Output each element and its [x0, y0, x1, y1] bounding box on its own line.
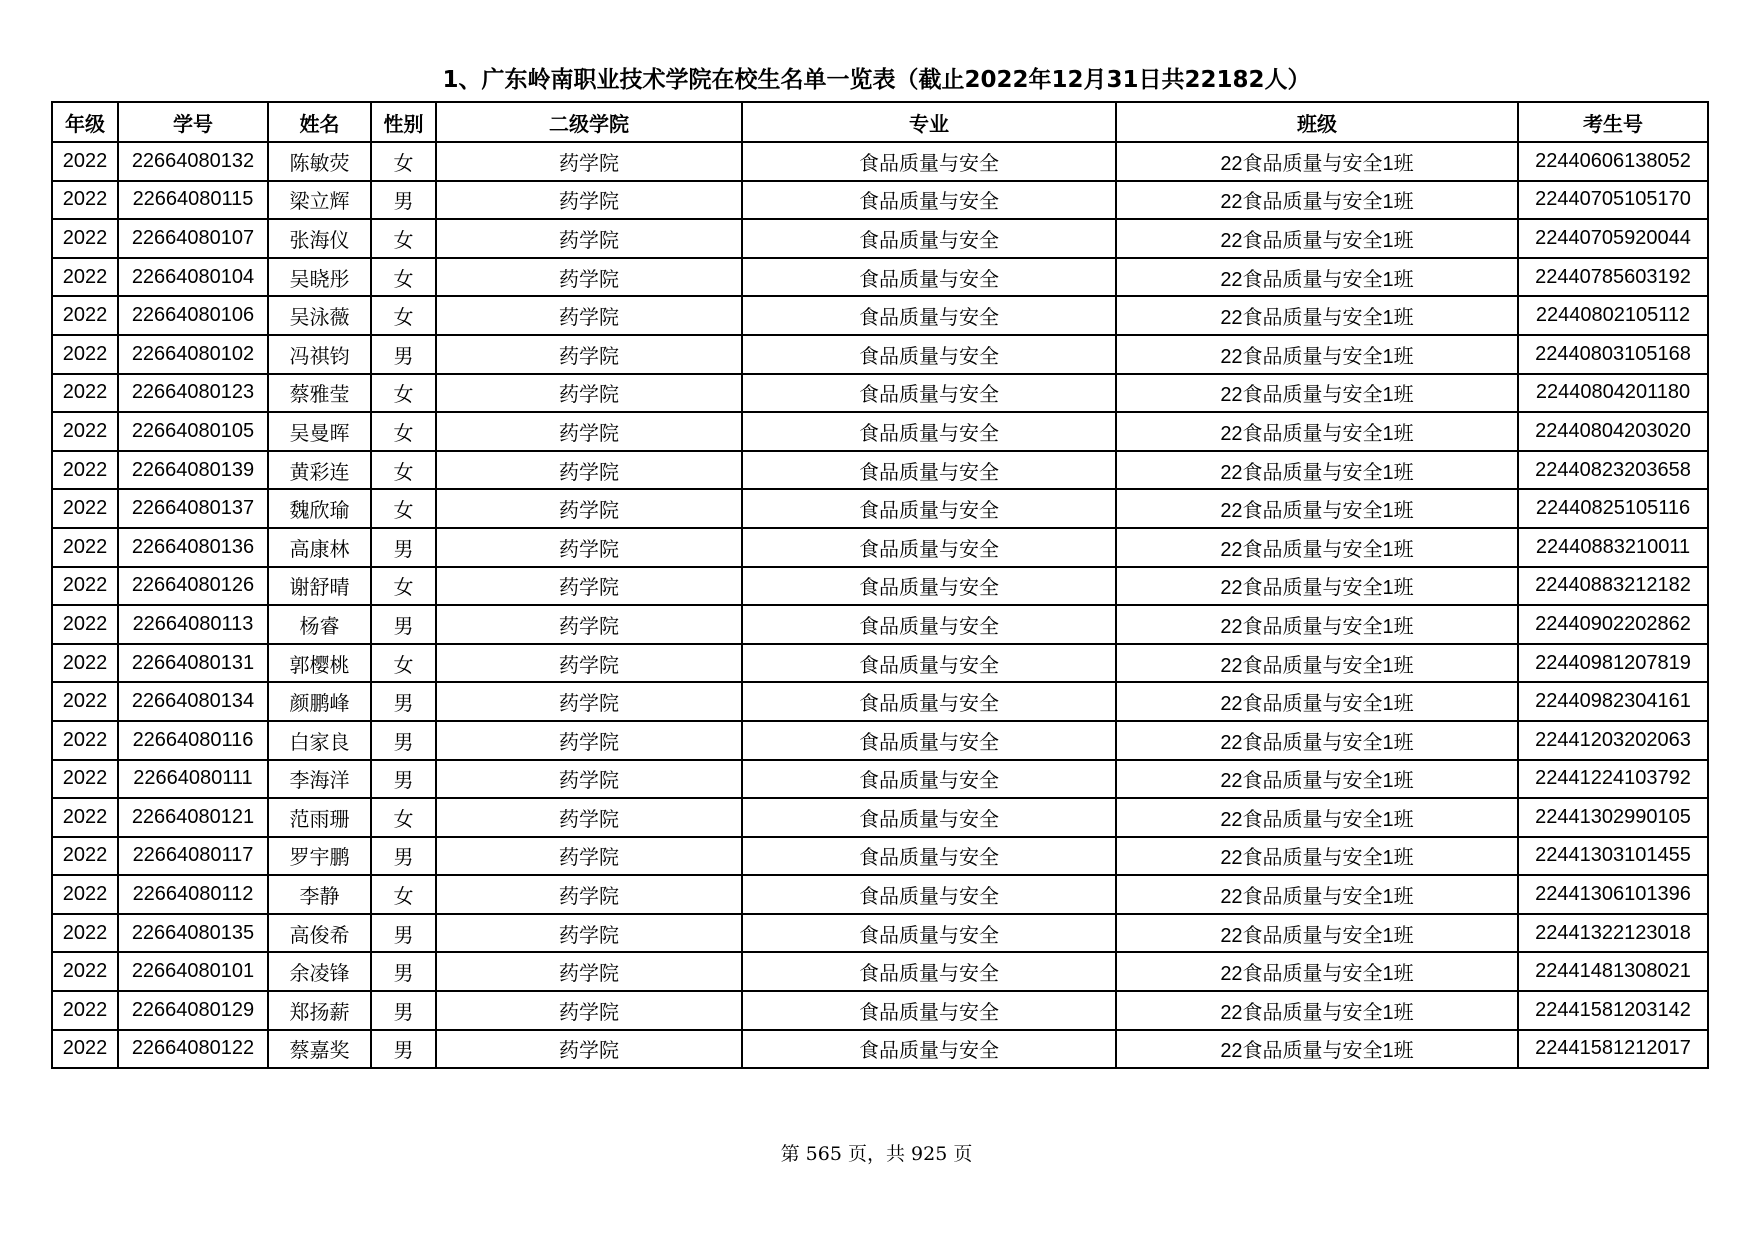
cell-name: 黄彩连 — [268, 451, 371, 490]
cell-major: 食品质量与安全 — [742, 798, 1116, 837]
cell-student-id: 22664080117 — [118, 837, 268, 876]
cell-student-id: 22664080112 — [118, 875, 268, 914]
cell-gender: 女 — [371, 412, 436, 451]
cell-student-id: 22664080113 — [118, 605, 268, 644]
cell-student-id: 22664080126 — [118, 567, 268, 606]
cell-exam-number: 22440606138052 — [1518, 142, 1708, 181]
cell-gender: 女 — [371, 875, 436, 914]
cell-grade: 2022 — [52, 296, 118, 335]
page-title: 1、广东岭南职业技术学院在校生名单一览表（截止2022年12月31日共22182人） — [442, 67, 1311, 93]
cell-exam-number: 22440825105116 — [1518, 489, 1708, 528]
table-row — [52, 682, 1708, 721]
cell-class: 22食品质量与安全1班 — [1116, 219, 1518, 258]
table-row — [52, 567, 1708, 606]
cell-class: 22食品质量与安全1班 — [1116, 1030, 1518, 1069]
cell-major: 食品质量与安全 — [742, 489, 1116, 528]
cell-name: 吴泳薇 — [268, 296, 371, 335]
cell-grade: 2022 — [52, 837, 118, 876]
cell-exam-number: 22440802105112 — [1518, 296, 1708, 335]
cell-name: 魏欣瑜 — [268, 489, 371, 528]
cell-grade: 2022 — [52, 567, 118, 606]
cell-college: 药学院 — [436, 682, 742, 721]
cell-class: 22食品质量与安全1班 — [1116, 528, 1518, 567]
cell-major: 食品质量与安全 — [742, 181, 1116, 220]
cell-name: 陈敏荧 — [268, 142, 371, 181]
cell-college: 药学院 — [436, 296, 742, 335]
cell-exam-number: 22441302990105 — [1518, 798, 1708, 837]
cell-class: 22食品质量与安全1班 — [1116, 181, 1518, 220]
cell-college: 药学院 — [436, 219, 742, 258]
cell-student-id: 22664080101 — [118, 952, 268, 991]
table-row — [52, 374, 1708, 413]
cell-major: 食品质量与安全 — [742, 644, 1116, 683]
cell-major: 食品质量与安全 — [742, 567, 1116, 606]
table-row — [52, 219, 1708, 258]
cell-exam-number: 22440705105170 — [1518, 181, 1708, 220]
cell-major: 食品质量与安全 — [742, 528, 1116, 567]
cell-gender: 男 — [371, 760, 436, 799]
cell-major: 食品质量与安全 — [742, 374, 1116, 413]
cell-class: 22食品质量与安全1班 — [1116, 875, 1518, 914]
cell-name: 吴曼晖 — [268, 412, 371, 451]
cell-student-id: 22664080132 — [118, 142, 268, 181]
cell-gender: 女 — [371, 219, 436, 258]
cell-class: 22食品质量与安全1班 — [1116, 952, 1518, 991]
cell-student-id: 22664080115 — [118, 181, 268, 220]
cell-college: 药学院 — [436, 528, 742, 567]
cell-grade: 2022 — [52, 721, 118, 760]
cell-college: 药学院 — [436, 374, 742, 413]
cell-student-id: 22664080121 — [118, 798, 268, 837]
cell-student-id: 22664080131 — [118, 644, 268, 683]
cell-college: 药学院 — [436, 412, 742, 451]
cell-name: 罗宇鹏 — [268, 837, 371, 876]
cell-college: 药学院 — [436, 991, 742, 1030]
cell-student-id: 22664080139 — [118, 451, 268, 490]
cell-gender: 男 — [371, 181, 436, 220]
table-row — [52, 952, 1708, 991]
cell-college: 药学院 — [436, 142, 742, 181]
cell-name: 梁立辉 — [268, 181, 371, 220]
cell-grade: 2022 — [52, 258, 118, 297]
cell-class: 22食品质量与安全1班 — [1116, 258, 1518, 297]
cell-grade: 2022 — [52, 451, 118, 490]
cell-major: 食品质量与安全 — [742, 875, 1116, 914]
cell-student-id: 22664080135 — [118, 914, 268, 953]
cell-college: 药学院 — [436, 798, 742, 837]
cell-class: 22食品质量与安全1班 — [1116, 721, 1518, 760]
table-row — [52, 721, 1708, 760]
cell-class: 22食品质量与安全1班 — [1116, 412, 1518, 451]
table-header-row — [52, 102, 1708, 142]
cell-major: 食品质量与安全 — [742, 682, 1116, 721]
cell-college: 药学院 — [436, 837, 742, 876]
page-footer: 第 565 页，共 925 页 — [780, 1143, 973, 1165]
cell-class: 22食品质量与安全1班 — [1116, 682, 1518, 721]
table-row — [52, 644, 1708, 683]
cell-exam-number: 22441481308021 — [1518, 952, 1708, 991]
cell-college: 药学院 — [436, 1030, 742, 1069]
cell-gender: 女 — [371, 296, 436, 335]
cell-class: 22食品质量与安全1班 — [1116, 991, 1518, 1030]
cell-name: 杨睿 — [268, 605, 371, 644]
table-row — [52, 1030, 1708, 1069]
cell-gender: 男 — [371, 991, 436, 1030]
cell-student-id: 22664080106 — [118, 296, 268, 335]
cell-gender: 男 — [371, 914, 436, 953]
cell-major: 食品质量与安全 — [742, 1030, 1116, 1069]
cell-grade: 2022 — [52, 412, 118, 451]
cell-class: 22食品质量与安全1班 — [1116, 296, 1518, 335]
cell-exam-number: 22440804203020 — [1518, 412, 1708, 451]
cell-college: 药学院 — [436, 760, 742, 799]
cell-name: 郑扬薪 — [268, 991, 371, 1030]
cell-gender: 女 — [371, 489, 436, 528]
cell-name: 白家良 — [268, 721, 371, 760]
cell-exam-number: 22440705920044 — [1518, 219, 1708, 258]
cell-grade: 2022 — [52, 914, 118, 953]
cell-name: 高俊希 — [268, 914, 371, 953]
cell-grade: 2022 — [52, 682, 118, 721]
header-exam-number: 考生号 — [1518, 102, 1708, 142]
cell-student-id: 22664080104 — [118, 258, 268, 297]
cell-grade: 2022 — [52, 489, 118, 528]
cell-student-id: 22664080136 — [118, 528, 268, 567]
cell-major: 食品质量与安全 — [742, 412, 1116, 451]
cell-name: 余凌锋 — [268, 952, 371, 991]
cell-class: 22食品质量与安全1班 — [1116, 374, 1518, 413]
cell-grade: 2022 — [52, 374, 118, 413]
cell-grade: 2022 — [52, 219, 118, 258]
cell-student-id: 22664080122 — [118, 1030, 268, 1069]
cell-name: 李海洋 — [268, 760, 371, 799]
cell-college: 药学院 — [436, 567, 742, 606]
cell-major: 食品质量与安全 — [742, 451, 1116, 490]
cell-gender: 女 — [371, 451, 436, 490]
cell-grade: 2022 — [52, 798, 118, 837]
cell-grade: 2022 — [52, 644, 118, 683]
cell-grade: 2022 — [52, 142, 118, 181]
cell-exam-number: 22441203202063 — [1518, 721, 1708, 760]
cell-college: 药学院 — [436, 875, 742, 914]
table-row — [52, 489, 1708, 528]
cell-student-id: 22664080102 — [118, 335, 268, 374]
cell-gender: 女 — [371, 258, 436, 297]
cell-gender: 男 — [371, 682, 436, 721]
cell-class: 22食品质量与安全1班 — [1116, 451, 1518, 490]
cell-gender: 男 — [371, 952, 436, 991]
table-body — [52, 142, 1708, 1068]
cell-grade: 2022 — [52, 1030, 118, 1069]
cell-college: 药学院 — [436, 258, 742, 297]
cell-exam-number: 22440803105168 — [1518, 335, 1708, 374]
cell-exam-number: 22441224103792 — [1518, 760, 1708, 799]
cell-college: 药学院 — [436, 489, 742, 528]
table-row — [52, 991, 1708, 1030]
cell-major: 食品质量与安全 — [742, 991, 1116, 1030]
cell-major: 食品质量与安全 — [742, 258, 1116, 297]
header-student-id: 学号 — [118, 102, 268, 142]
cell-gender: 男 — [371, 528, 436, 567]
cell-exam-number: 22440883210011 — [1518, 528, 1708, 567]
table-row — [52, 412, 1708, 451]
cell-class: 22食品质量与安全1班 — [1116, 644, 1518, 683]
cell-exam-number: 22440883212182 — [1518, 567, 1708, 606]
table-row — [52, 760, 1708, 799]
cell-grade: 2022 — [52, 952, 118, 991]
cell-class: 22食品质量与安全1班 — [1116, 837, 1518, 876]
cell-student-id: 22664080134 — [118, 682, 268, 721]
cell-name: 蔡雅莹 — [268, 374, 371, 413]
cell-college: 药学院 — [436, 605, 742, 644]
header-class: 班级 — [1116, 102, 1518, 142]
cell-name: 张海仪 — [268, 219, 371, 258]
cell-class: 22食品质量与安全1班 — [1116, 605, 1518, 644]
cell-student-id: 22664080105 — [118, 412, 268, 451]
cell-exam-number: 22441581212017 — [1518, 1030, 1708, 1069]
cell-student-id: 22664080123 — [118, 374, 268, 413]
cell-name: 蔡嘉奖 — [268, 1030, 371, 1069]
cell-exam-number: 22440982304161 — [1518, 682, 1708, 721]
cell-name: 郭樱桃 — [268, 644, 371, 683]
cell-class: 22食品质量与安全1班 — [1116, 760, 1518, 799]
header-gender: 性别 — [371, 102, 436, 142]
cell-exam-number: 22441581203142 — [1518, 991, 1708, 1030]
header-name: 姓名 — [268, 102, 371, 142]
cell-major: 食品质量与安全 — [742, 914, 1116, 953]
cell-major: 食品质量与安全 — [742, 296, 1116, 335]
cell-grade: 2022 — [52, 760, 118, 799]
cell-class: 22食品质量与安全1班 — [1116, 914, 1518, 953]
cell-student-id: 22664080111 — [118, 760, 268, 799]
cell-college: 药学院 — [436, 335, 742, 374]
cell-college: 药学院 — [436, 721, 742, 760]
cell-gender: 女 — [371, 798, 436, 837]
cell-class: 22食品质量与安全1班 — [1116, 142, 1518, 181]
cell-major: 食品质量与安全 — [742, 760, 1116, 799]
table-row — [52, 181, 1708, 220]
table-row — [52, 258, 1708, 297]
cell-grade: 2022 — [52, 528, 118, 567]
cell-major: 食品质量与安全 — [742, 335, 1116, 374]
cell-exam-number: 22441303101455 — [1518, 837, 1708, 876]
cell-college: 药学院 — [436, 914, 742, 953]
cell-gender: 女 — [371, 644, 436, 683]
cell-college: 药学院 — [436, 451, 742, 490]
cell-grade: 2022 — [52, 875, 118, 914]
table-row — [52, 914, 1708, 953]
cell-exam-number: 22440981207819 — [1518, 644, 1708, 683]
cell-gender: 女 — [371, 374, 436, 413]
cell-major: 食品质量与安全 — [742, 605, 1116, 644]
table-row — [52, 875, 1708, 914]
cell-gender: 女 — [371, 142, 436, 181]
table-row — [52, 142, 1708, 181]
header-major: 专业 — [742, 102, 1116, 142]
cell-college: 药学院 — [436, 644, 742, 683]
student-roster-table — [51, 101, 1709, 1069]
cell-student-id: 22664080107 — [118, 219, 268, 258]
cell-exam-number: 22440804201180 — [1518, 374, 1708, 413]
cell-gender: 男 — [371, 721, 436, 760]
cell-class: 22食品质量与安全1班 — [1116, 489, 1518, 528]
cell-name: 李静 — [268, 875, 371, 914]
header-college: 二级学院 — [436, 102, 742, 142]
table-row — [52, 837, 1708, 876]
cell-student-id: 22664080129 — [118, 991, 268, 1030]
cell-gender: 男 — [371, 837, 436, 876]
cell-name: 高康林 — [268, 528, 371, 567]
table-row — [52, 798, 1708, 837]
cell-class: 22食品质量与安全1班 — [1116, 567, 1518, 606]
table-row — [52, 528, 1708, 567]
cell-grade: 2022 — [52, 605, 118, 644]
cell-name: 范雨珊 — [268, 798, 371, 837]
cell-name: 颜鹏峰 — [268, 682, 371, 721]
cell-grade: 2022 — [52, 181, 118, 220]
header-grade: 年级 — [52, 102, 118, 142]
cell-class: 22食品质量与安全1班 — [1116, 798, 1518, 837]
cell-major: 食品质量与安全 — [742, 952, 1116, 991]
table-row — [52, 335, 1708, 374]
table-row — [52, 296, 1708, 335]
cell-major: 食品质量与安全 — [742, 837, 1116, 876]
cell-gender: 男 — [371, 605, 436, 644]
cell-student-id: 22664080116 — [118, 721, 268, 760]
cell-exam-number: 22440823203658 — [1518, 451, 1708, 490]
cell-grade: 2022 — [52, 991, 118, 1030]
cell-gender: 女 — [371, 567, 436, 606]
cell-grade: 2022 — [52, 335, 118, 374]
cell-exam-number: 22441306101396 — [1518, 875, 1708, 914]
cell-exam-number: 22440902202862 — [1518, 605, 1708, 644]
cell-name: 谢舒晴 — [268, 567, 371, 606]
cell-gender: 男 — [371, 335, 436, 374]
cell-gender: 男 — [371, 1030, 436, 1069]
cell-name: 吴晓彤 — [268, 258, 371, 297]
cell-exam-number: 22440785603192 — [1518, 258, 1708, 297]
cell-college: 药学院 — [436, 181, 742, 220]
cell-college: 药学院 — [436, 952, 742, 991]
cell-exam-number: 22441322123018 — [1518, 914, 1708, 953]
cell-major: 食品质量与安全 — [742, 219, 1116, 258]
table-row — [52, 451, 1708, 490]
cell-major: 食品质量与安全 — [742, 142, 1116, 181]
cell-major: 食品质量与安全 — [742, 721, 1116, 760]
table-row — [52, 605, 1708, 644]
cell-student-id: 22664080137 — [118, 489, 268, 528]
cell-name: 冯祺钧 — [268, 335, 371, 374]
cell-class: 22食品质量与安全1班 — [1116, 335, 1518, 374]
